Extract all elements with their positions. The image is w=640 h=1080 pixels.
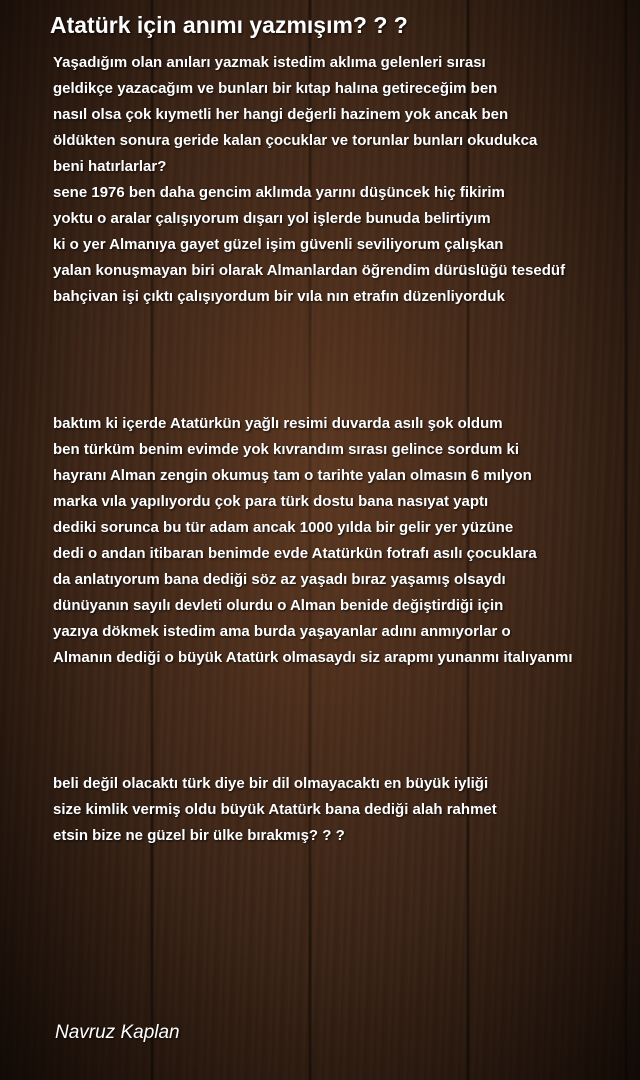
- poem-line: dediki sorunca bu tür adam ancak 1000 yılda bir gelir yer yüzüne: [53, 519, 514, 536]
- poem-title: Atatürk için anımı yazmışım? ? ?: [50, 12, 408, 38]
- poem-line: Yaşadığım olan anıları yazmak istedim aklıma gelenleri sırası: [53, 54, 486, 71]
- poem-line: Almanın dediği o büyük Atatürk olmasaydı siz arapmı yunanmı italıyanmı: [53, 649, 573, 666]
- poem-line: ben türküm benim evimde yok kıvrandım sırası gelince sordum ki: [53, 441, 519, 458]
- poem-line: yazıya dökmek istedim ama burda yaşayanlar adını anmıyorlar o: [53, 623, 511, 640]
- poem-line: bahçivan işi çıktı çalışıyordum bir vıla nın etrafın düzenliyorduk: [53, 288, 505, 305]
- stanza-1: [53, 50, 633, 310]
- poem-line: hayranı Alman zengin okumuş tam o tarihte yalan olmasın 6 mılyon: [53, 467, 532, 484]
- poem-line: nasıl olsa çok kıymetli her hangi değerli hazinem yok ancak ben: [53, 106, 509, 123]
- poem-line: dedi o andan itibaran benimde evde Atatürkün fotrafı asılı çocuklara: [53, 545, 537, 562]
- stanza-2: [53, 411, 633, 671]
- poem-line: size kimlik vermiş oldu büyük Atatürk bana dediği alah rahmet: [53, 801, 497, 818]
- poem-line: öldükten sonura geride kalan çocuklar ve torunlar bunları okudukca: [53, 132, 538, 149]
- stanza-3: [53, 771, 633, 849]
- poem-line: yoktu o aralar çalışıyorum dışarı yol işlerde bunuda belirtiyım: [53, 210, 491, 227]
- poem-line: yalan konuşmayan biri olarak Almanlardan öğrendim dürüslüğü tesedüf: [53, 262, 566, 279]
- poem-line: sene 1976 ben daha gencim aklımda yarını düşüncek hiç fikirim: [53, 184, 505, 201]
- poem-line: beli değil olacaktı türk diye bir dil olmayacaktı en büyük iyliği: [53, 775, 489, 792]
- poem-author: Navruz Kaplan: [55, 1022, 180, 1043]
- poem-line: etsin bize ne güzel bir ülke bırakmış? ? ?: [53, 827, 345, 844]
- poem-line: ki o yer Almanıya gayet güzel işim güvenli seviliyorum çalışkan: [53, 236, 504, 253]
- poem-line: dünüyanın sayılı devleti olurdu o Alman benide değiştirdiği için: [53, 597, 504, 614]
- poem-line: baktım ki içerde Atatürkün yağlı resimi duvarda asılı şok oldum: [53, 415, 503, 432]
- poem-line: marka vıla yapılıyordu çok para türk dostu bana nasıyat yaptı: [53, 493, 489, 510]
- poem-line: beni hatırlarlar?: [53, 158, 167, 175]
- poem-line: geldikçe yazacağım ve bunları bir kıtap halına getireceğim ben: [53, 80, 498, 97]
- poem-line: da anlatıyorum bana dediği söz az yaşadı bıraz yaşamış olsaydı: [53, 571, 506, 588]
